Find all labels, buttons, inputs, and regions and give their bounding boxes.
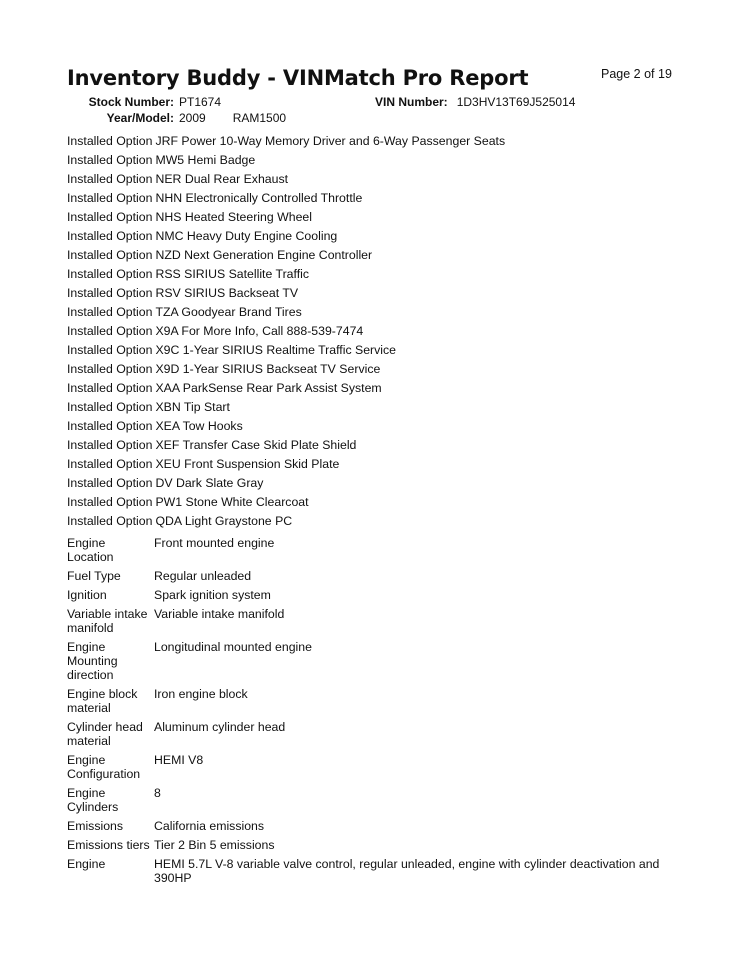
vin-number-label: VIN Number: xyxy=(375,95,448,109)
spec-label: Engine Cylinders xyxy=(67,786,119,814)
installed-options-list xyxy=(67,133,505,532)
option-prefix: Installed Option xyxy=(67,457,153,471)
option-prefix: Installed Option xyxy=(67,210,153,224)
option-text: TZA Goodyear Brand Tires xyxy=(155,305,302,319)
option-row xyxy=(67,190,505,209)
spec-row xyxy=(67,751,667,784)
option-text: X9C 1-Year SIRIUS Realtime Traffic Service xyxy=(155,343,397,357)
spec-label: Engine Configuration xyxy=(67,753,141,781)
option-row xyxy=(67,475,505,494)
option-row xyxy=(67,247,505,266)
option-prefix: Installed Option xyxy=(67,362,153,376)
spec-row xyxy=(67,638,667,685)
option-text: X9D 1-Year SIRIUS Backseat TV Service xyxy=(155,362,381,376)
option-prefix: Installed Option xyxy=(67,305,153,319)
option-text: NER Dual Rear Exhaust xyxy=(155,172,289,186)
vin-number-row xyxy=(375,95,575,109)
option-prefix: Installed Option xyxy=(67,248,153,262)
option-text: X9A For More Info, Call 888-539-7474 xyxy=(155,324,364,338)
option-text: JRF Power 10-Way Memory Driver and 6-Way Passenger Seats xyxy=(155,134,506,148)
option-row xyxy=(67,361,505,380)
spec-label: Emissions tiers xyxy=(67,838,150,852)
option-prefix: Installed Option xyxy=(67,381,153,395)
spec-value: Aluminum cylinder head xyxy=(154,720,286,734)
spec-row xyxy=(67,534,667,567)
spec-row xyxy=(67,567,667,586)
spec-value: Iron engine block xyxy=(154,687,248,701)
year-model-label: Year/Model: xyxy=(106,111,174,125)
option-text: DV Dark Slate Gray xyxy=(155,476,264,490)
option-text: QDA Light Graystone PC xyxy=(155,514,293,528)
option-row xyxy=(67,513,505,532)
spec-row xyxy=(67,855,667,888)
stock-number-value: PT1674 xyxy=(179,95,222,109)
vin-number-value: 1D3HV13T69J525014 xyxy=(456,95,576,109)
spec-label: Engine Location xyxy=(67,536,114,564)
option-row xyxy=(67,266,505,285)
option-text: NHN Electronically Controlled Throttle xyxy=(155,191,363,205)
option-text: XEA Tow Hooks xyxy=(155,419,243,433)
option-prefix: Installed Option xyxy=(67,229,153,243)
option-prefix: Installed Option xyxy=(67,400,153,414)
option-row xyxy=(67,171,505,190)
stock-number-label: Stock Number: xyxy=(88,95,174,109)
spec-label: Variable intake manifold xyxy=(67,607,148,635)
option-row xyxy=(67,342,505,361)
spec-value: 8 xyxy=(154,786,161,800)
spec-value: California emissions xyxy=(154,819,265,833)
option-text: PW1 Stone White Clearcoat xyxy=(155,495,309,509)
option-prefix: Installed Option xyxy=(67,495,153,509)
spec-row xyxy=(67,836,667,855)
option-prefix: Installed Option xyxy=(67,191,153,205)
option-row xyxy=(67,304,505,323)
spec-row xyxy=(67,586,667,605)
spec-value: Front mounted engine xyxy=(154,536,275,550)
spec-row xyxy=(67,784,667,817)
spec-label: Emissions xyxy=(67,819,124,833)
spec-label: Ignition xyxy=(67,588,107,602)
option-prefix: Installed Option xyxy=(67,153,153,167)
spec-value: Tier 2 Bin 5 emissions xyxy=(154,838,275,852)
option-text: XAA ParkSense Rear Park Assist System xyxy=(155,381,382,395)
option-row xyxy=(67,228,505,247)
spec-value: Regular unleaded xyxy=(154,569,252,583)
engine-specs-table xyxy=(67,534,667,888)
spec-row xyxy=(67,817,667,836)
spec-row xyxy=(67,605,667,638)
option-text: MW5 Hemi Badge xyxy=(155,153,256,167)
option-text: XEF Transfer Case Skid Plate Shield xyxy=(155,438,357,452)
option-row xyxy=(67,494,505,513)
option-text: XEU Front Suspension Skid Plate xyxy=(155,457,340,471)
spec-row xyxy=(67,685,667,718)
spec-label: Fuel Type xyxy=(67,569,121,583)
option-row xyxy=(67,152,505,171)
option-row xyxy=(67,285,505,304)
spec-value: HEMI 5.7L V-8 variable valve control, regular unleaded, engine with cylinder deactivation and 390HP xyxy=(154,857,660,885)
spec-label: Cylinder head material xyxy=(67,720,143,748)
option-text: NHS Heated Steering Wheel xyxy=(155,210,312,224)
stock-number-row xyxy=(67,95,221,109)
option-text: NZD Next Generation Engine Controller xyxy=(155,248,373,262)
option-row xyxy=(67,133,505,152)
option-text: NMC Heavy Duty Engine Cooling xyxy=(155,229,338,243)
year-model-row xyxy=(67,111,286,125)
spec-label: Engine block material xyxy=(67,687,138,715)
option-row xyxy=(67,399,505,418)
model-value: RAM1500 xyxy=(232,111,287,125)
option-prefix: Installed Option xyxy=(67,172,153,186)
report-title: Inventory Buddy - VINMatch Pro Report xyxy=(67,66,529,90)
option-prefix: Installed Option xyxy=(67,286,153,300)
option-prefix: Installed Option xyxy=(67,476,153,490)
spec-value: Spark ignition system xyxy=(154,588,271,602)
option-text: RSV SIRIUS Backseat TV xyxy=(155,286,299,300)
year-value: 2009 xyxy=(179,111,206,125)
option-text: RSS SIRIUS Satellite Traffic xyxy=(155,267,309,281)
option-text: XBN Tip Start xyxy=(155,400,230,414)
spec-label: Engine xyxy=(67,857,106,871)
spec-value: Longitudinal mounted engine xyxy=(154,640,312,654)
spec-value: HEMI V8 xyxy=(154,753,204,767)
option-row xyxy=(67,418,505,437)
option-row xyxy=(67,380,505,399)
option-prefix: Installed Option xyxy=(67,267,153,281)
spec-value: Variable intake manifold xyxy=(154,607,285,621)
option-prefix: Installed Option xyxy=(67,343,153,357)
page-number: Page 2 of 19 xyxy=(601,67,672,81)
option-prefix: Installed Option xyxy=(67,438,153,452)
spec-label: Engine Mounting direction xyxy=(67,640,118,682)
option-prefix: Installed Option xyxy=(67,324,153,338)
option-row xyxy=(67,437,505,456)
option-prefix: Installed Option xyxy=(67,514,153,528)
option-row xyxy=(67,209,505,228)
option-prefix: Installed Option xyxy=(67,419,153,433)
option-row xyxy=(67,323,505,342)
spec-row xyxy=(67,718,667,751)
option-prefix: Installed Option xyxy=(67,134,153,148)
option-row xyxy=(67,456,505,475)
